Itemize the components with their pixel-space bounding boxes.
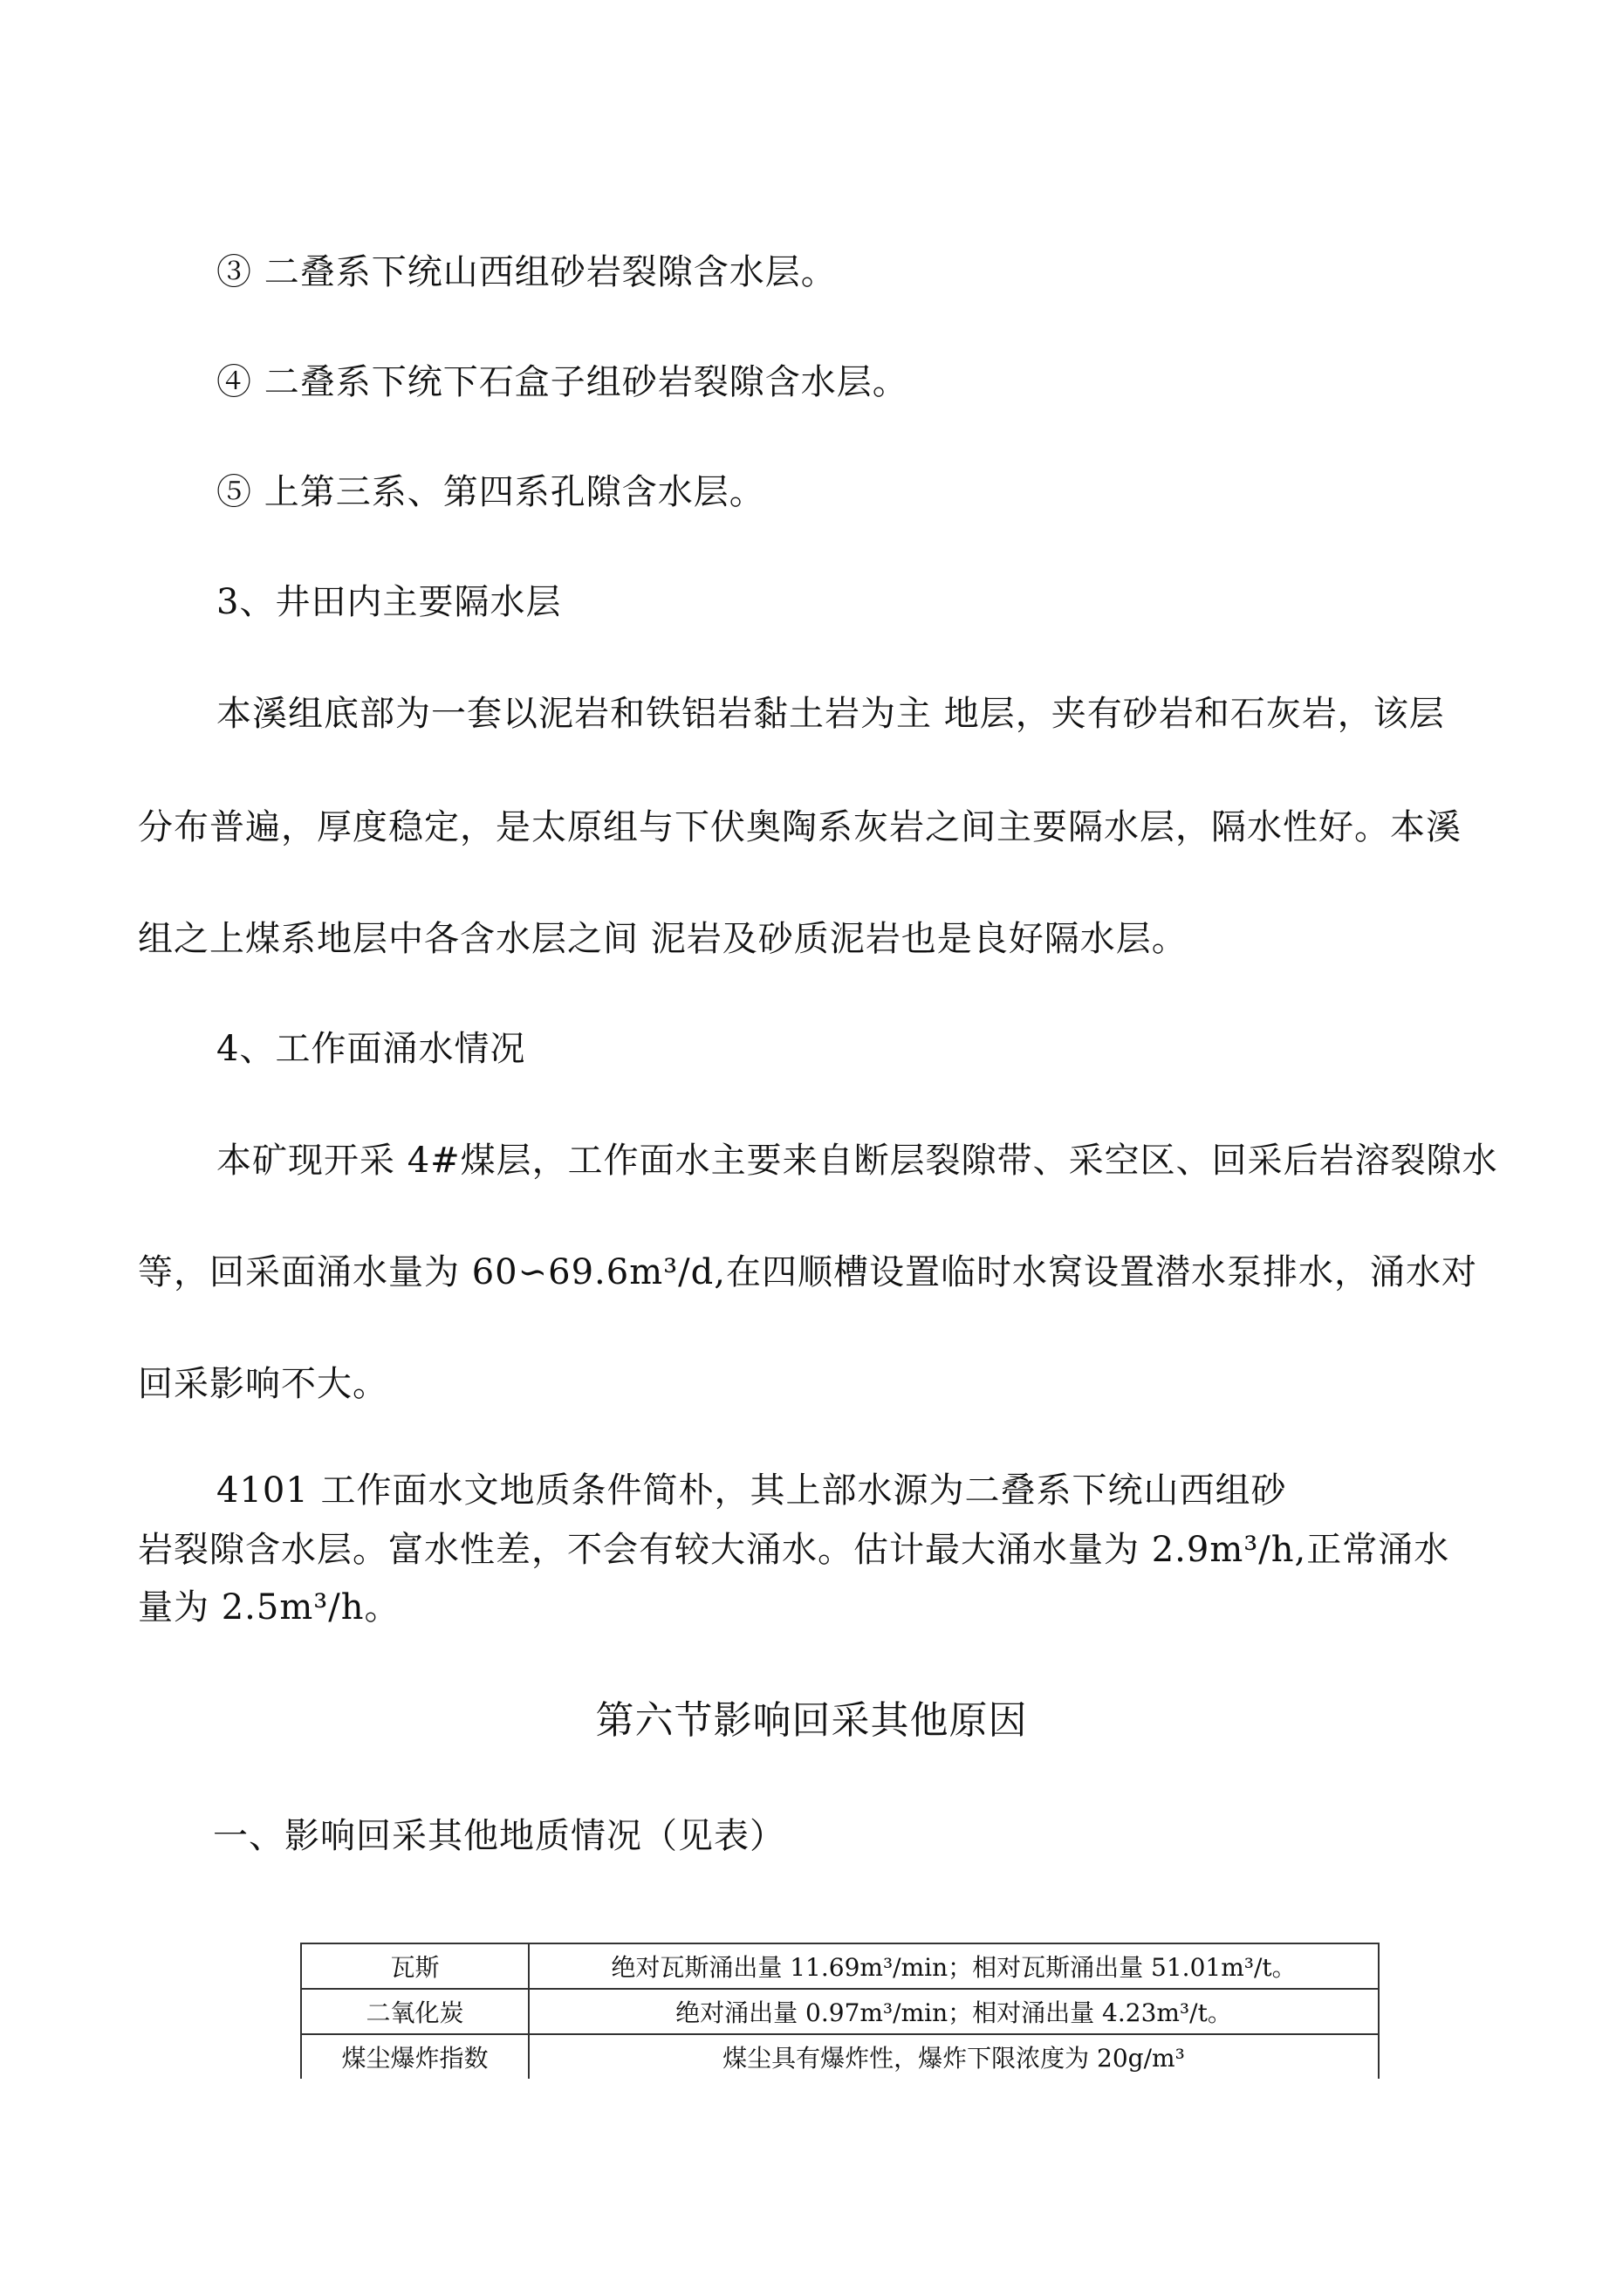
table-row-gas (301, 1943, 1379, 1989)
subsection-heading: 一、影响回采其他地质情况（见表） (213, 1816, 785, 1856)
aquiclude-para-line-2: 分布普遍，厚度稳定，是太原组与下伏奥陶系灰岩之间主要隔水层，隔水性好。本溪 (138, 807, 1462, 847)
table-cell-key: 煤尘爆炸指数 (301, 2034, 529, 2079)
aquifer-item-5: ⑤ 上第三系、第四系孔隙含水层。 (216, 472, 765, 512)
heading-aquiclude: 3、井田内主要隔水层 (216, 582, 562, 622)
table-cell-key: 瓦斯 (301, 1943, 529, 1989)
inflow-para-line-3: 回采影响不大。 (138, 1364, 388, 1404)
hydro-para-line-1: 4101 工作面水文地质条件简朴，其上部水源为二叠系下统山西组砂 (216, 1470, 1287, 1511)
geology-info-table (300, 1943, 1380, 2079)
table-row-co2 (301, 1989, 1379, 2034)
aquifer-item-4: ④ 二叠系下统下石盒子组砂岩裂隙含水层。 (216, 362, 908, 402)
table-cell-value: 煤尘具有爆炸性，爆炸下限浓度为 20g/m³ (529, 2034, 1379, 2079)
hydro-para-line-2: 岩裂隙含水层。富水性差，不会有较大涌水。估计最大涌水量为 2.9m³/h,正常涌水 (138, 1530, 1450, 1570)
inflow-para-line-2: 等，回采面涌水量为 60∽69.6m³/d,在四顺槽设置临时水窝设置潜水泵排水，涌水对 (138, 1252, 1477, 1292)
aquifer-item-3: ③ 二叠系下统山西组砂岩裂隙含水层。 (216, 252, 837, 292)
table-row-coal-dust (301, 2034, 1379, 2079)
hydro-para-line-3: 量为 2.5m³/h。 (138, 1587, 401, 1628)
table-cell-value: 绝对瓦斯涌出量 11.69m³/min；相对瓦斯涌出量 51.01m³/t。 (529, 1943, 1379, 1989)
aquiclude-para-line-3: 组之上煤系地层中各含水层之间 泥岩及砂质泥岩也是良好隔水层。 (138, 919, 1188, 959)
section-title: 第六节影响回采其他原因 (595, 1698, 1028, 1743)
inflow-para-line-1: 本矿现开采 4#煤层，工作面水主要来自断层裂隙带、采空区、回采后岩溶裂隙水 (216, 1141, 1498, 1181)
heading-water-inflow: 4、工作面涌水情况 (216, 1029, 526, 1069)
table-cell-key: 二氧化炭 (301, 1989, 529, 2034)
table-cell-value: 绝对涌出量 0.97m³/min；相对涌出量 4.23m³/t。 (529, 1989, 1379, 2034)
aquiclude-para-line-1: 本溪组底部为一套以泥岩和铁铝岩黏土岩为主 地层，夹有砂岩和石灰岩，该层 (216, 694, 1445, 734)
